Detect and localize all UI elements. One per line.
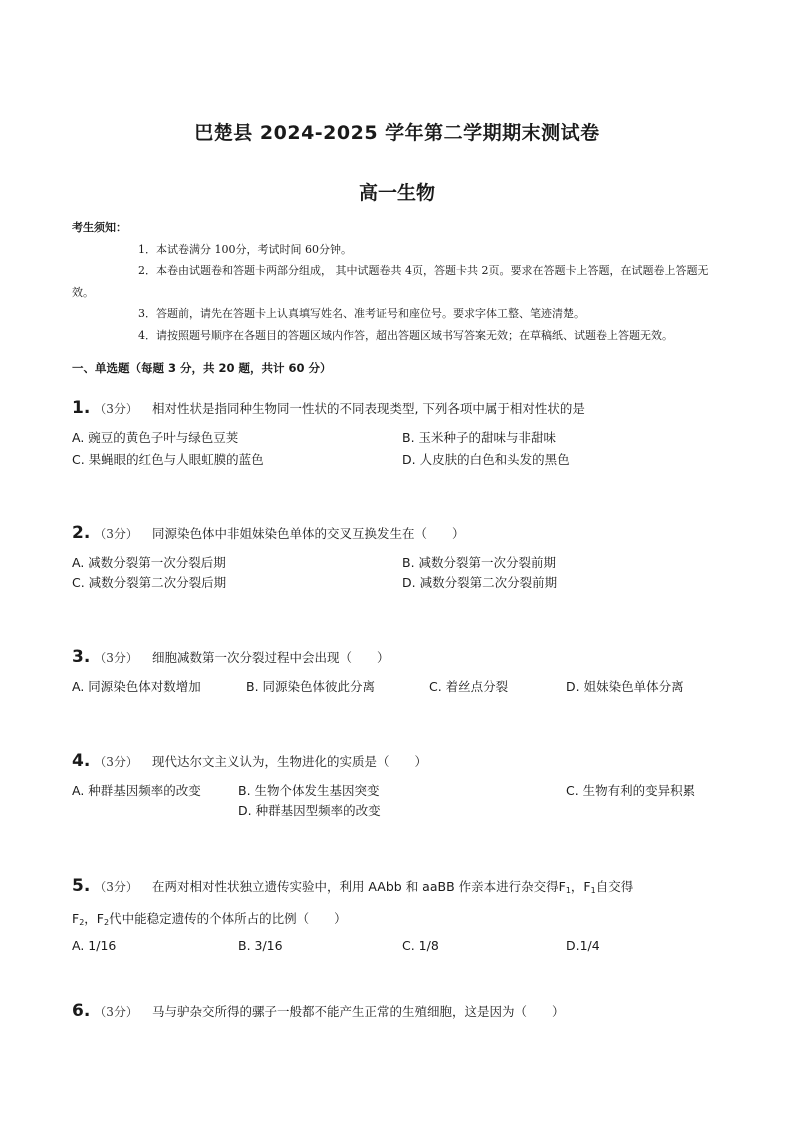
question-number: 1. [72,398,91,418]
subscript: 1 [590,886,596,895]
question-3 [72,647,724,699]
question-2 [72,523,724,595]
exam-title: 巴楚县 2024-2025 学年第二学期期末测试卷 [194,122,600,144]
instruction-item: 4．请按照题号顺序在各题目的答题区域内作答，超出答题区域书写答案无效；在草稿纸、试题卷上答题无效。 [138,328,673,342]
option-b[interactable]: B. 同源染色体彼此分离 [246,679,376,694]
question-number: 3. [72,647,91,667]
option-c[interactable]: C. 减数分裂第二次分裂后期 [72,575,227,590]
instruction-item: 3．答题前，请先在答题卡上认真填写姓名、准考证号和座位号。要求字体工整、笔迹清楚。 [138,307,585,320]
question-score: （3分） [94,880,138,894]
option-c[interactable]: C. 1/8 [402,938,439,953]
option-b[interactable]: B. 玉米种子的甜味与非甜味 [402,430,557,445]
question-text-segment: F [72,911,80,926]
question-text-segment: ，F [570,879,591,894]
instruction-item: 1．本试卷满分 100分，考试时间 60分钟。 [138,242,352,256]
question-score: （3分） [94,402,138,416]
option-b[interactable]: B. 3/16 [238,938,283,953]
section-heading: 一、单选题（每题 3 分，共 20 题，共计 60 分） [72,361,332,375]
question-score: （3分） [94,527,138,541]
question-text: 细胞减数第一次分裂过程中会出现（ ） [151,650,390,665]
option-a[interactable]: A. 减数分裂第一次分裂后期 [72,555,226,570]
subscript: 1 [565,886,571,895]
option-d[interactable]: D. 姐妹染色单体分离 [566,679,684,694]
question-score: （3分） [94,1005,138,1019]
option-b[interactable]: B. 减数分裂第一次分裂前期 [402,555,557,570]
option-a[interactable]: A. 种群基因频率的改变 [72,783,201,798]
question-score: （3分） [94,651,138,665]
question-4 [72,751,724,823]
option-a[interactable]: A. 1/16 [72,938,117,953]
question-text: 同源染色体中非姐妹染色单体的交叉互换发生在（ ） [151,526,465,541]
question-number: 5. [72,876,91,896]
question-6 [72,1001,724,1021]
options [72,675,724,699]
option-b[interactable]: B. 生物个体发生基因突变 [238,783,380,798]
option-c[interactable]: C. 生物有利的变异积累 [566,783,696,798]
options [72,426,724,470]
question-text-continued [72,906,724,936]
subscript: 2 [104,918,110,927]
question-number: 4. [72,751,91,771]
option-a[interactable]: A. 同源染色体对数增加 [72,679,201,694]
question-text: 现代达尔文主义认为，生物进化的实质是（ ） [151,754,427,769]
option-d[interactable]: D. 人皮肤的白色和头发的黑色 [402,452,570,467]
option-c[interactable]: C. 着丝点分裂 [429,679,509,694]
option-d[interactable]: D. 种群基因型频率的改变 [238,803,381,818]
option-d[interactable]: D.1/4 [566,938,600,953]
instructions-heading: 考生须知： [72,221,127,234]
exam-instructions [72,217,724,346]
question-number: 2. [72,523,91,543]
question-text-segment: 代中能稳定遗传的个体所占的比例（ ） [109,911,347,926]
question-5 [72,874,724,960]
options [72,551,724,595]
question-number: 6. [72,1001,91,1021]
option-d[interactable]: D. 减数分裂第二次分裂前期 [402,575,558,590]
options [72,779,724,823]
question-text: 相对性状是指同种生物同一性状的不同表现类型, 下列各项中属于相对性状的是 [151,401,585,416]
question-text-segment: 在两对相对性状独立遗传实验中，利用 AAbb 和 aaBB 作亲本进行杂交得F [151,879,566,894]
question-text-segment: 自交得 [595,879,634,894]
instruction-item: 2．本卷由试题卷和答题卡两部分组成， 其中试题卷共 4页，答题卡共 2页。要求在答题卡上答题，在试题卷上答题无效。 [72,264,709,299]
option-c[interactable]: C. 果蝇眼的红色与人眼虹膜的蓝色 [72,452,264,467]
option-a[interactable]: A. 豌豆的黄色子叶与绿色豆荚 [72,430,239,445]
question-text [152,874,633,904]
exam-subject: 高一生物 [358,182,435,204]
question-1 [72,398,724,470]
question-text-segment: ，F [84,911,104,926]
question-score: （3分） [94,755,138,769]
question-text: 马与驴杂交所得的骡子一般都不能产生正常的生殖细胞，这是因为（ ） [151,1004,565,1019]
options [72,938,724,960]
subscript: 2 [79,918,85,927]
